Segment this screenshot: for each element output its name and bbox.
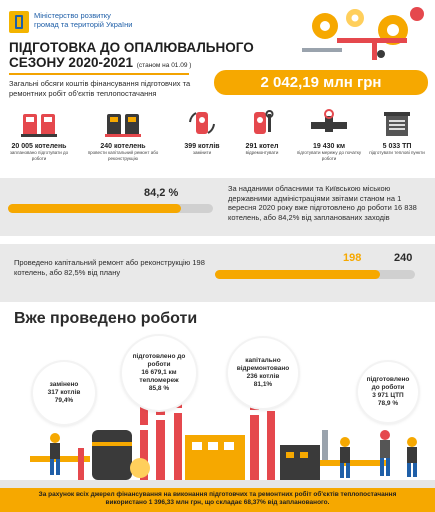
stat-caption: підготувати теплові пункти <box>369 150 425 155</box>
bubble-boilers-capital-repaired <box>228 338 298 408</box>
gears-pipes-illustration-icon <box>297 4 427 62</box>
bubble-line: підготовлено до роботи <box>366 376 410 391</box>
ministry-name <box>34 11 132 29</box>
capital-repair-total-label: 240 <box>394 252 413 264</box>
prepared-description: За наданими обласними та Київською міською державними адміністраціями звітами станом на 1 вересня 2020 року вже підготовлено до роботи 16 838 котелень, або 84,2% від запланованих заходів <box>228 184 417 222</box>
bubble-line: 78,9 % <box>377 400 399 407</box>
capital-repair-done-label: 198 <box>343 252 362 264</box>
footer-line-2: використано 1 396,33 млн грн, що складає 68,37% від запланованого. <box>105 499 330 506</box>
bubble-line: 81,1% <box>253 381 273 388</box>
boiler-house-icon <box>19 108 59 138</box>
heat-point-icon <box>380 108 414 138</box>
title-line-2: СЕЗОНУ 2020-2021 <box>9 55 133 70</box>
stat-caption: підготувати мережу до початку роботи <box>296 150 362 161</box>
stat-value: 19 430 км <box>312 143 346 150</box>
bubble-line: 317 котлів <box>47 389 81 396</box>
footer-line-1: За рахунок всіх джерел фінансування на виконання підготовчих та ремонтних робіт об'єктів теплопостачання <box>38 491 397 498</box>
bubble-line: капітально відремонтовано <box>236 357 290 372</box>
stat-boiler-houses <box>4 108 74 161</box>
stat-value: 5 033 ТП <box>382 143 412 150</box>
funding-description: Загальні обсяги коштів фінансування підготовчих та ремонтних робіт об'єктів теплопостачання <box>9 79 191 98</box>
progress-band-capital-repair <box>0 244 435 302</box>
title-underline <box>9 73 189 75</box>
stat-value: 240 котелень <box>100 143 146 150</box>
capital-repair-description: Проведено капітальний ремонт або реконструкцію 198 котелень, або 82,5% від плану <box>14 258 205 277</box>
progress-band-prepared <box>0 178 435 236</box>
stat-boiler-replace <box>174 108 230 156</box>
prepared-percent-label: 84,2 % <box>144 187 179 199</box>
done-section-title: Вже проведено роботи <box>14 310 198 327</box>
prepared-progress-fill <box>8 204 181 213</box>
funding-amount-badge: 2 042,19 млн грн <box>214 70 428 95</box>
stat-caption: заплановано підготувати до роботи <box>9 150 69 161</box>
bubble-line: 85,8 % <box>148 385 170 392</box>
ministry-emblem-icon <box>9 11 29 33</box>
bubble-line: 16 679,1 км тепломереж <box>139 369 179 384</box>
stat-caption: провести капітальний ремонт або реконструкцію <box>87 150 159 161</box>
stat-value: 399 котлів <box>184 143 220 150</box>
stat-caption: замінити <box>192 150 212 155</box>
capital-repair-progress-fill <box>215 270 380 279</box>
stat-heat-points <box>366 108 428 156</box>
stat-caption: відремонтувати <box>245 150 279 155</box>
bubble-line: 3 971 ЦТП <box>372 392 404 399</box>
title-date-note: (станом на 01.09 ) <box>136 62 192 69</box>
boiler-repair-icon <box>103 108 143 138</box>
stats-row <box>4 108 432 174</box>
ministry-line-1: Міністерство розвитку <box>34 11 111 20</box>
stat-value: 291 котел <box>245 143 279 150</box>
bubble-line: 236 котлів <box>246 373 280 380</box>
stat-boiler-repaired <box>234 108 290 156</box>
stat-boiler-repair <box>84 108 162 161</box>
bubble-heat-points-prepared <box>358 362 418 422</box>
bubble-line: замінено <box>49 381 79 388</box>
bubble-networks-prepared <box>122 336 196 410</box>
boiler-replace-icon <box>187 108 217 138</box>
bubble-line: підготовлено до роботи <box>132 353 186 368</box>
boiler-wrench-icon <box>247 108 277 138</box>
bubble-line: 79,4% <box>54 397 74 404</box>
title-line-1: ПІДГОТОВКА ДО ОПАЛЮВАЛЬНОГО <box>9 40 254 55</box>
pipe-valve-icon <box>309 108 349 138</box>
stat-network-km <box>296 108 362 161</box>
page-title <box>9 40 254 73</box>
footer-summary <box>0 488 435 512</box>
bubble-boilers-replaced <box>33 362 95 424</box>
ministry-line-2: громад та територій України <box>34 20 133 29</box>
stat-value: 20 005 котелень <box>11 143 67 150</box>
